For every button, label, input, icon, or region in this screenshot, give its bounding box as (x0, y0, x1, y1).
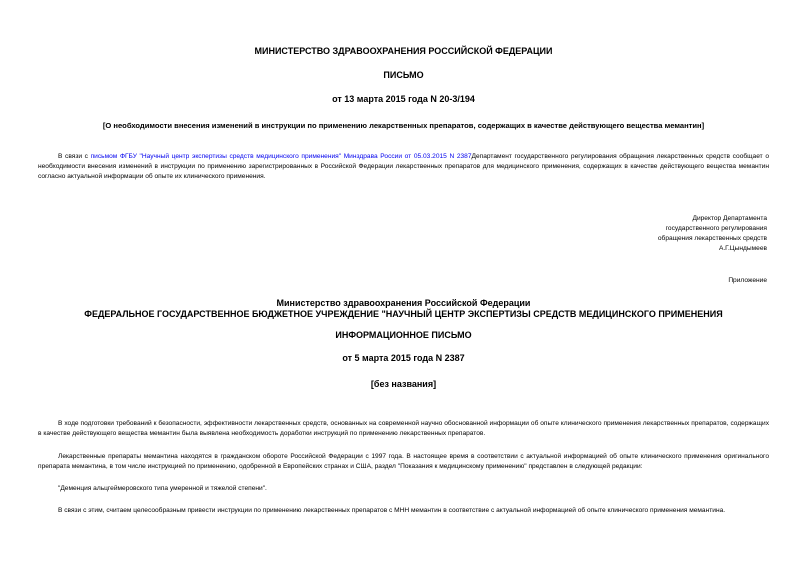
letter-body-prefix: В связи с (58, 153, 91, 160)
letter-date-number: от 13 марта 2015 года N 20-3/194 (332, 94, 475, 104)
signature-name: А.Г.Цындымеев (718, 245, 767, 252)
signature-title-line1: Директор Департамента (692, 215, 767, 222)
letter-body-rest: Департамент государственного регулирования обращения лекарственных средств сообщает о необходимости внесения изменений в инструкции по применению зарегистрированных в Российской Федерации лекарственных препаратов для медицинского применения, содержащих в качестве действующего вещества мемантин согласно актуальной информации об опыте их клинического применения. (38, 153, 769, 180)
signature-title-line3: обращения лекарственных средств (657, 235, 767, 242)
appendix-paragraph-4: В связи с этим, считаем целесообразным привести инструкции по применению лекарственных препаратов с МНН мемантин в соответствие с актуальной информацией об опыте клинического применения мемантина. (58, 507, 726, 514)
signature-title-line2: государственного регулирования (665, 225, 767, 232)
letter-body (38, 152, 769, 182)
letter-type-heading: ПИСЬМО (383, 70, 424, 80)
appendix-organization: ФЕДЕРАЛЬНОЕ ГОСУДАРСТВЕННОЕ БЮДЖЕТНОЕ УЧРЕЖДЕНИЕ "НАУЧНЫЙ ЦЕНТР ЭКСПЕРТИЗЫ СРЕДСТВ МЕДИЦИНСКОГО ПРИМЕНЕНИЯ (84, 309, 723, 319)
untitled-label: [без названия] (370, 379, 437, 389)
appendix-paragraph-3: "Деменция альцгеймеровского типа умеренной и тяжелой степени". (58, 485, 267, 492)
info-letter-date-number: от 5 марта 2015 года N 2387 (342, 353, 465, 363)
letter-subject: [О необходимости внесения изменений в инструкции по применению лекарственных препаратов, содержащих в качестве действующего вещества мемантин] (102, 121, 705, 130)
signature-block (658, 214, 767, 254)
appendix-paragraph-1: В ходе подготовки требований к безопасности, эффективности лекарственных средств, основанных на современной научно обоснованной информации об опыте клинического применения лекарственных препаратов, содержащих в качестве действующего вещества мемантин была выявлена необходимость доработки инструкций по применению лекарственных препаратов. (38, 420, 769, 437)
info-letter-heading: ИНФОРМАЦИОННОЕ ПИСЬМО (335, 330, 472, 340)
ministry-heading: МИНИСТЕРСТВО ЗДРАВООХРАНЕНИЯ РОССИЙСКОЙ ФЕДЕРАЦИИ (254, 46, 553, 56)
appendix-label: Приложение (728, 277, 767, 284)
appendix-paragraph-2: Лекарственные препараты мемантина находятся в гражданском обороте Российской Федерации с 1997 года. В настоящее время в соответствии с актуальной информацией об опыте клинического применения оригинального препарата мемантина, в том числе инструкцией по применению, одобренной в Европейских странах и США, раздел "Показания к медицинскому применению" представлен в следующей редакции: (38, 453, 769, 470)
appendix-ministry: Министерство здравоохранения Российской Федерации (276, 298, 531, 308)
source-letter-link[interactable]: письмом ФГБУ "Научный центр экспертизы средств медицинского применения" Минздрава России от 05.03.2015 N 2387 (90, 153, 472, 160)
